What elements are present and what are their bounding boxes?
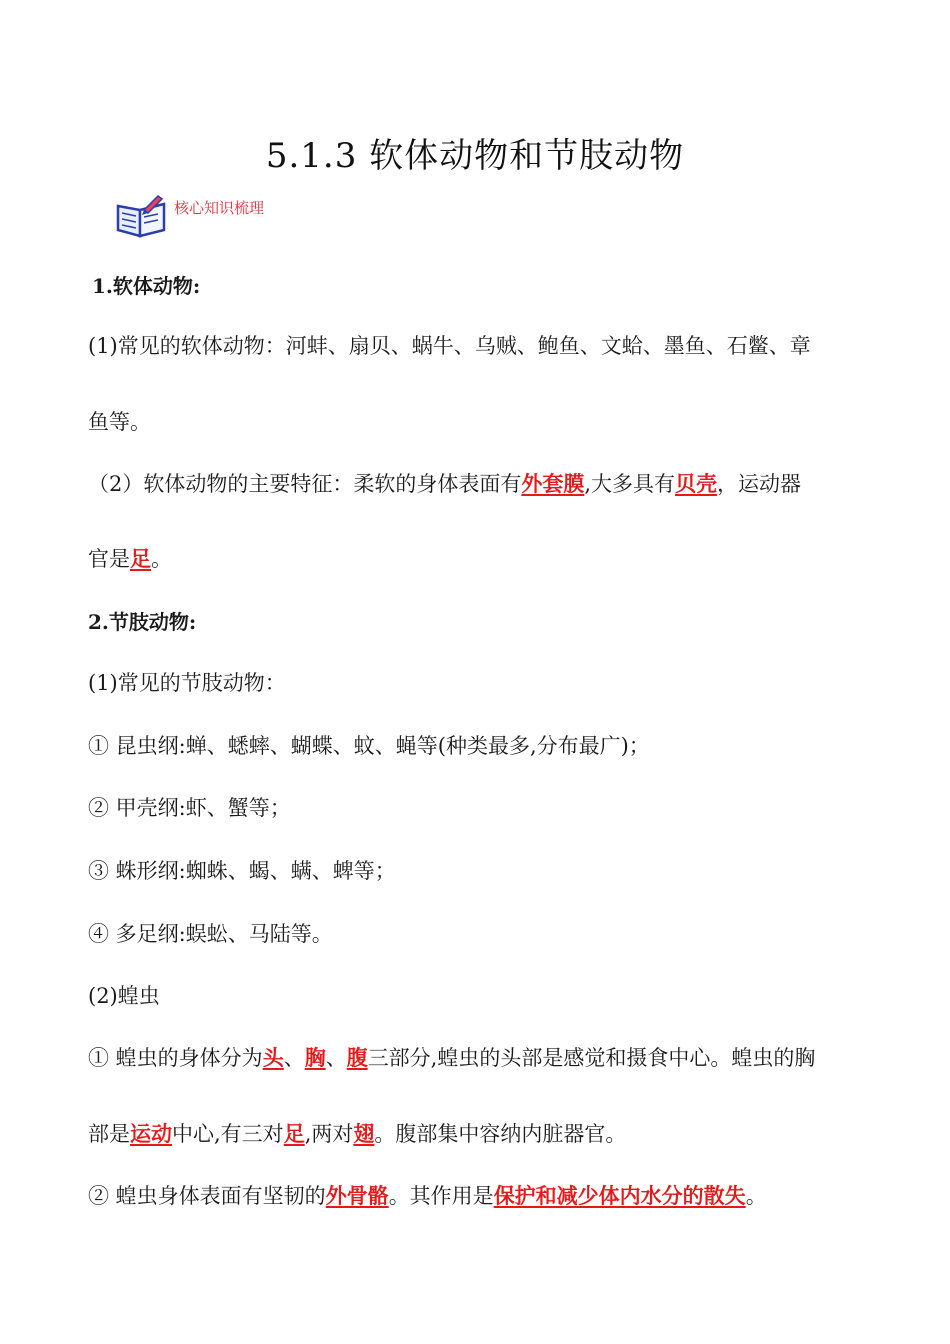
text-segment: 。	[151, 547, 172, 571]
mollusk-features-line-2	[88, 543, 172, 573]
list-item: ① 昆虫纲:蝉、蟋蟀、蝴蝶、蚊、蝇等(种类最多,分布最广)；	[88, 734, 650, 758]
section-badge-label: 核心知识梳理	[174, 199, 265, 217]
text-segment: 。腹部集中容纳内脏器官。	[374, 1122, 627, 1146]
text-segment: （2）软体动物的主要特征：柔软的身体表面有	[88, 472, 522, 496]
text-segment: ，运动器	[717, 472, 802, 496]
locust-label: (2)蝗虫	[88, 984, 160, 1008]
text-segment: 三部分,蝗虫的头部是感觉和摄食中心。蝗虫的胸	[367, 1046, 816, 1070]
locust-body-line-2	[88, 1118, 626, 1148]
list-item: ④ 多足纲:蜈蚣、马陆等。	[88, 922, 333, 946]
text-segment: ① 蝗虫的身体分为	[88, 1046, 263, 1070]
text-segment: 中心,有三对	[172, 1122, 284, 1146]
locust-exoskeleton-line	[88, 1180, 767, 1210]
highlight-shell: 贝壳	[675, 471, 718, 496]
mollusk-features-line-1	[88, 468, 801, 498]
open-book-pen-icon	[114, 190, 168, 240]
section-heading-mollusks: 1.软体动物:	[92, 274, 201, 298]
locust-body-line-1	[88, 1042, 815, 1072]
text-segment: 、	[283, 1046, 305, 1070]
text-segment: 。其作用是	[388, 1184, 494, 1208]
text-segment: ,大多具有	[584, 472, 676, 496]
highlight-head: 头	[262, 1045, 284, 1070]
text-segment: ② 蝗虫身体表面有坚韧的	[88, 1184, 326, 1208]
arthropod-examples-label: (1)常见的节肢动物：	[88, 671, 286, 695]
list-item: ③ 蛛形纲:蜘蛛、蝎、螨、蜱等；	[88, 859, 396, 883]
section-heading-arthropods: 2.节肢动物:	[88, 610, 197, 634]
text-segment: 部是	[88, 1122, 130, 1146]
highlight-exoskeleton: 外骨骼	[325, 1183, 389, 1208]
mollusk-examples-line-1: (1)常见的软体动物：河蚌、扇贝、蜗牛、乌贼、鲍鱼、文蛤、墨鱼、石鳖、章	[88, 334, 811, 358]
highlight-wings: 翅	[353, 1121, 375, 1146]
highlight-foot: 足	[130, 546, 151, 571]
highlight-function: 保护和减少体内水分的散失	[493, 1183, 746, 1208]
list-item: ② 甲壳纲:虾、蟹等；	[88, 796, 291, 820]
mollusk-examples-line-2: 鱼等。	[88, 410, 151, 434]
highlight-abdomen: 腹	[346, 1045, 368, 1070]
highlight-movement: 运动	[130, 1121, 172, 1146]
highlight-mantle: 外套膜	[521, 471, 585, 496]
highlight-legs: 足	[283, 1121, 305, 1146]
text-segment: 官是	[88, 547, 130, 571]
text-segment: ,两对	[304, 1122, 354, 1146]
highlight-thorax: 胸	[304, 1045, 326, 1070]
text-segment: 。	[745, 1184, 767, 1208]
text-segment: 、	[325, 1046, 347, 1070]
page-title: 5.1.3 软体动物和节肢动物	[265, 136, 685, 176]
